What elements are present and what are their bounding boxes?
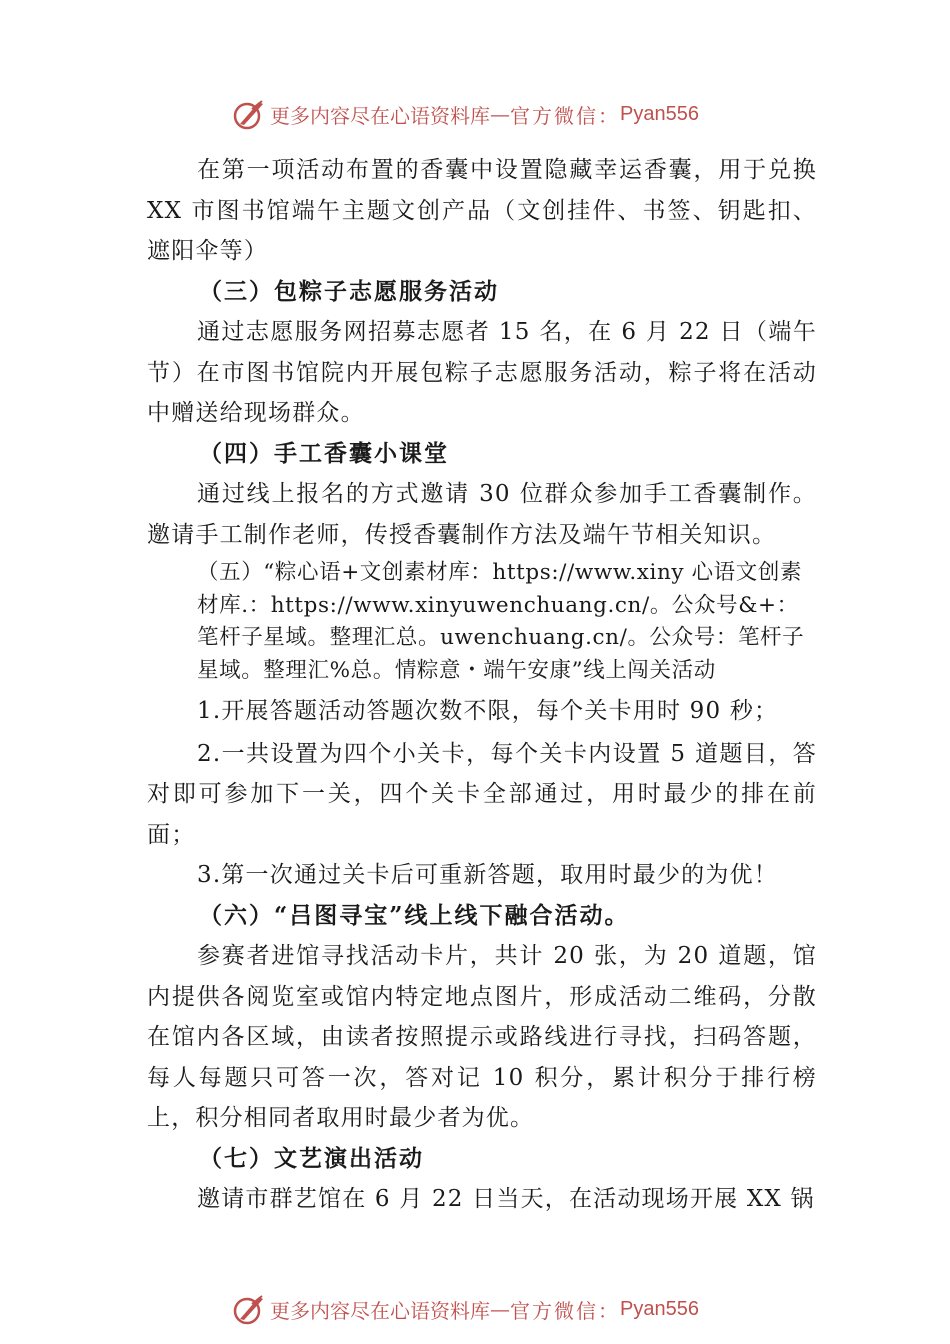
- watermark-wechat-label: 官方微信：: [510, 103, 620, 128]
- paragraph-zongzi-volunteer: 通过志愿服务网招募志愿者 15 名，在 6 月 22 日（端午节）在市图书馆院内开展包粽子志愿服务活动，粽子将在活动中赠送给现场群众。: [147, 319, 817, 426]
- section-heading-6: （六）“吕图寻宝”线上线下融合活动。: [199, 901, 630, 929]
- paragraph-treasure-hunt: 参赛者进馆寻找活动卡片，共计 20 张，为 20 道题，馆内提供各阅览室或馆内特定地点图片，形成活动二维码，分散在馆内各区域，由读者按照提示或路线进行寻找，扫码答题，每人每题只可答一次，答对记 10 积分，累计积分于排行榜上，积分相同者取用时最少者为优。: [147, 943, 817, 1131]
- section-heading-3: （三）包粽子志愿服务活动: [199, 277, 499, 305]
- paragraph-lucky-sachet: 在第一项活动布置的香囊中设置隐藏幸运香囊，用于兑换 XX 市图书馆端午主题文创产品（文创挂件、书签、钥匙扣、遮阳伞等）: [147, 157, 817, 264]
- section-heading-7: （七）文艺演出活动: [199, 1144, 424, 1172]
- section-heading-5: （五）“粽心语+文创素材库：https://www.xiny 心语文创素材库.：https://www.xinyuwenchuang.cn/。公众号&+：笔杆子星域。整理汇总。uwenchuang.cn/。公众号：笔杆子星域。整理汇%总。情粽意・端午安康”线上闯关活动: [197, 560, 805, 683]
- paragraph-sachet-class: 通过线上报名的方式邀请 30 位群众参加手工香囊制作。邀请手工制作老师，传授香囊制作方法及端午节相关知识。: [147, 481, 817, 548]
- quill-logo-icon: [232, 97, 266, 131]
- watermark-dash: —: [490, 102, 510, 126]
- list-item-3: 3.第一次通过关卡后可重新答题，取用时最少的为优！: [197, 862, 778, 888]
- quill-logo-icon: [232, 1292, 266, 1326]
- watermark-wechat-id: Pyan556: [620, 1297, 699, 1320]
- paragraph-performance: 邀请市群艺馆在 6 月 22 日当天，在活动现场开展 XX 锅: [197, 1186, 815, 1212]
- list-item-1: 1.开展答题活动答题次数不限，每个关卡用时 90 秒；: [197, 698, 779, 724]
- watermark-dash: —: [490, 1297, 510, 1321]
- section-heading-4: （四）手工香囊小课堂: [199, 439, 449, 467]
- list-item-2: 2.一共设置为四个小关卡，每个关卡内设置 5 道题目，答对即可参加下一关，四个关卡全部通过，用时最少的排在前面；: [147, 740, 817, 848]
- watermark-wechat-id: Pyan556: [620, 102, 699, 125]
- document-body: [147, 150, 817, 1220]
- watermark-brand: 更多内容尽在心语资料库: [270, 103, 490, 128]
- header-watermark: [232, 97, 699, 131]
- watermark-wechat-label: 官方微信：: [510, 1298, 620, 1323]
- footer-watermark: [232, 1292, 699, 1326]
- watermark-brand: 更多内容尽在心语资料库: [270, 1298, 490, 1323]
